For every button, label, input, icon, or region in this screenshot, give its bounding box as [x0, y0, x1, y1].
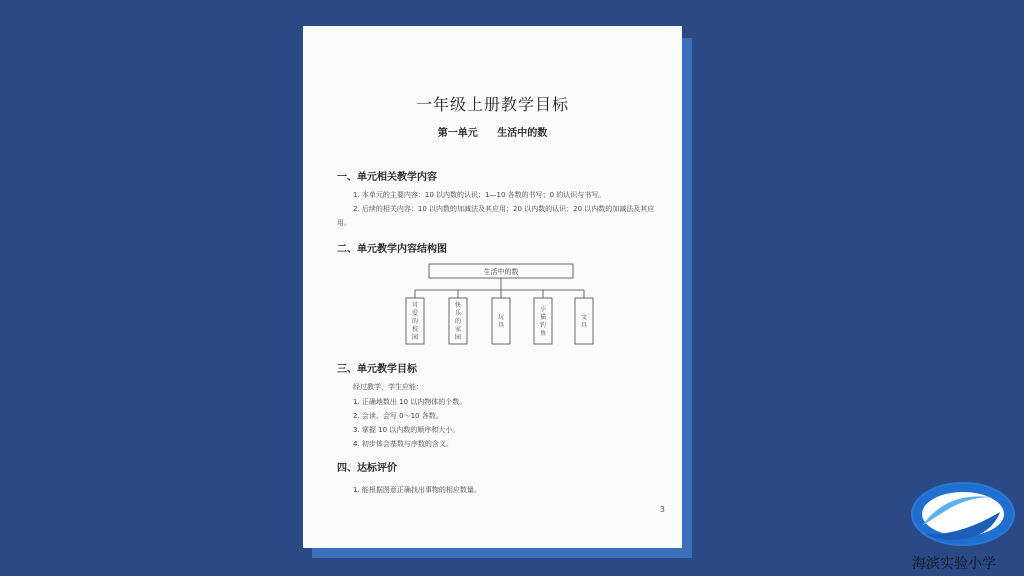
- section3-item3: 3. 掌握 10 以内数的顺序和大小。: [353, 426, 460, 434]
- diagram-child-label: 可爱的校园: [411, 302, 419, 341]
- section3-item1: 1. 正确地数出 10 以内物体的个数。: [353, 398, 467, 406]
- section2-heading: 二、单元教学内容结构图: [337, 244, 447, 255]
- diagram-child-label: 快乐的家园: [454, 302, 462, 341]
- section3-intro: 经过教学，学生应能：: [353, 383, 423, 391]
- unit-title: [303, 124, 682, 139]
- unit-name: 生活中的数: [497, 128, 548, 139]
- diagram-child-box: [492, 298, 510, 344]
- page-number: 3: [659, 505, 665, 514]
- structure-diagram: [403, 262, 603, 346]
- diagram-child-label: 文具: [580, 314, 588, 329]
- section1-item2: 2. 后续的相关内容：10 以内数的加减法及其应用；20 以内数的认识；20 以内数的加减法及其应用。: [337, 205, 655, 227]
- diagram-child-box: [575, 298, 593, 344]
- document-page: [303, 26, 682, 548]
- diagram-root-label: 生活中的数: [483, 268, 519, 276]
- section1-item1: 1. 本单元的主要内容：10 以内数的认识；1—10 各数的书写；0 的认识与书写。: [353, 191, 606, 199]
- section3-item2: 2. 会读、会写 0～10 各数。: [353, 412, 443, 420]
- school-name: 海滨实验小学: [912, 556, 996, 572]
- diagram-child-label: 小猫钓鱼: [539, 306, 547, 337]
- section3-heading: 三、单元教学目标: [337, 364, 417, 375]
- section1-heading: 一、单元相关教学内容: [337, 172, 437, 183]
- diagram-child-label: 玩具: [497, 314, 505, 329]
- school-logo-icon: [910, 478, 1016, 550]
- section4-item1: 1. 能根据图意正确找出事物的相应数量。: [353, 486, 481, 494]
- section3-item4: 4. 初步体会基数与序数的含义。: [353, 440, 453, 448]
- unit-label: 第一单元: [437, 128, 478, 139]
- page-title: 一年级上册教学目标: [415, 95, 569, 114]
- diagram-child-box: [534, 298, 552, 344]
- section4-heading: 四、达标评价: [337, 463, 397, 474]
